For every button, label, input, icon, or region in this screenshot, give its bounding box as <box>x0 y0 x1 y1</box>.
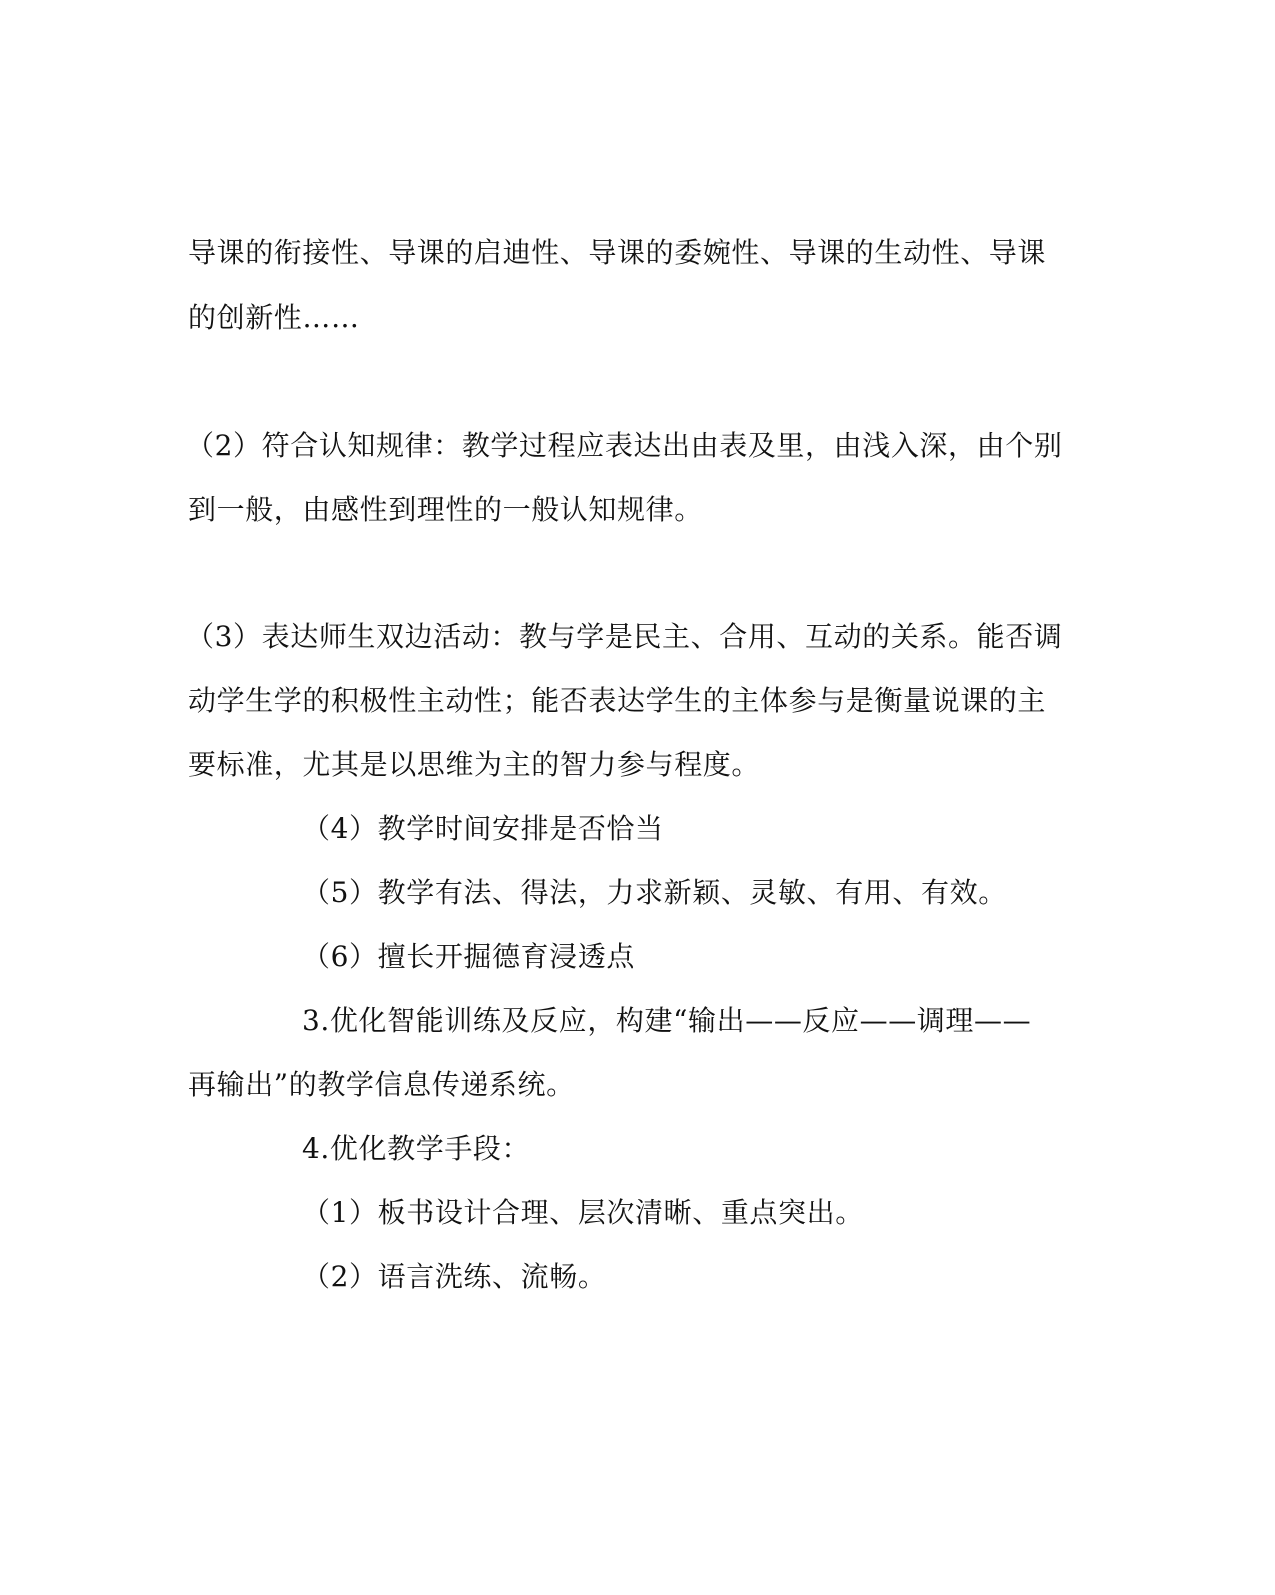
paragraph-line: 到一般，由感性到理性的一般认知规律。 <box>188 493 703 526</box>
paragraph-line: 再输出”的教学信息传递系统。 <box>188 1068 575 1101</box>
paragraph-line: 的创新性…… <box>188 301 360 334</box>
list-item: （4）教学时间安排是否恰当 <box>302 812 664 845</box>
paragraph-line: （2）符合认知规律：教学过程应表达出由表及里，由浅入深，由个别 <box>186 429 1063 462</box>
list-item: （5）教学有法、得法，力求新颖、灵敏、有用、有效。 <box>302 876 1007 909</box>
section-heading: 4.优化教学手段： <box>302 1132 531 1165</box>
list-item: （6）擅长开掘德育浸透点 <box>302 940 636 973</box>
section-heading: 3.优化智能训练及反应，构建“输出——反应——调理—— <box>302 1004 1032 1037</box>
paragraph-line: （3）表达师生双边活动：教与学是民主、合用、互动的关系。能否调 <box>186 620 1063 653</box>
paragraph-line: 要标准，尤其是以思维为主的智力参与程度。 <box>188 748 761 781</box>
paragraph-line: 动学生学的积极性主动性；能否表达学生的主体参与是衡量说课的主 <box>188 684 1047 717</box>
list-item: （1）板书设计合理、层次清晰、重点突出。 <box>302 1196 864 1229</box>
list-item: （2）语言洗练、流畅。 <box>302 1260 607 1293</box>
paragraph-line: 导课的衔接性、导课的启迪性、导课的委婉性、导课的生动性、导课 <box>188 236 1047 269</box>
